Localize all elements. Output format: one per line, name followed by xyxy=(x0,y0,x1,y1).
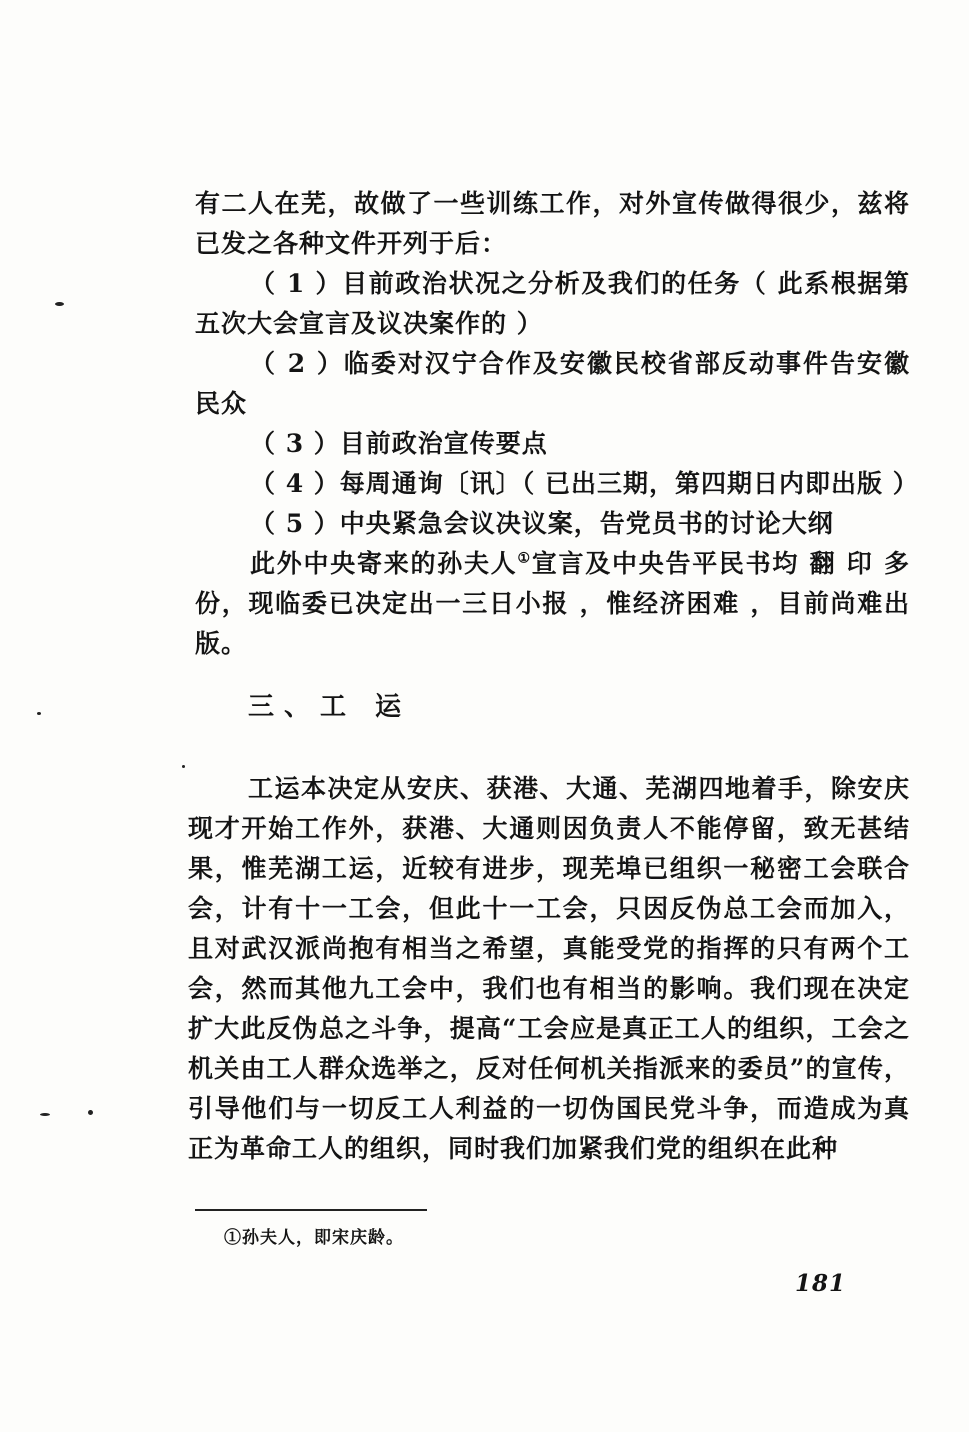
list-item-5: （ 5 ）中央紧急会议决议案，告党员书的讨论大纲 xyxy=(250,509,834,538)
list-item-3: （ 3 ）目前政治宣传要点 xyxy=(250,429,548,458)
list-item-1: （ 1 ）目前政治状况之分析及我们的任务（ 此系根据第五次大会宣言及议决案作的 ） xyxy=(195,269,910,338)
list-item-4: （ 4 ）每周通询〔讯〕（ 已出三期，第四期日内即出版 ） xyxy=(250,469,919,498)
page-number: 181 xyxy=(795,1270,847,1297)
paragraph-1: 有二人在芜，故做了一些训练工作，对外宣传做得很少，兹将已发之各种文件开列于后： xyxy=(195,189,910,258)
scan-speck xyxy=(55,302,64,306)
scan-speck xyxy=(182,765,185,768)
paragraph-3: 工运本决定从安庆、获港、大通、芜湖四地着手，除安庆现才开始工作外，获港、大通则因负责人不能停留，致无甚结果，惟芜湖工运，近较有进步，现芜埠已组织一秘密工会联合会，计有十一工会，但此十一工会，只因反伪总工会而加入，且对武汉派尚抱有相当之希望，真能受党的指挥的只有两个工会，然而其他九工会中，我们也有相当的影响。我们现在决定扩大此反伪总之斗争，提高“工会应是真正工人的组织，工会之机关由工人群众选举之，反对任何机关指派来的委员”的宣传，引导他们与一切反工人利益的一切伪国民党斗争，而造成为真正为革命工人的组织，同时我们加紧我们党的组织在此种 xyxy=(188,774,910,1163)
paragraph-2-before: 此外中央寄来的孙夫人 xyxy=(250,549,518,578)
footnote-reference: ① xyxy=(517,550,532,567)
footnote-text: ①孙夫人，即宋庆龄。 xyxy=(224,1228,404,1248)
list-item-2: （ 2 ）临委对汉宁合作及安徽民校省部反动事件告安徽民众 xyxy=(195,349,910,418)
paragraph-2 xyxy=(195,544,910,664)
scan-speck xyxy=(40,1113,50,1116)
scan-speck xyxy=(88,1110,93,1115)
paragraph-2-after: 宣言及中央告平民书均 翻 印 多份，现临委已决定出一三日小报 ，惟经济困难 ，目前尚难出版。 xyxy=(195,549,910,658)
footnote-divider xyxy=(195,1209,427,1211)
section-heading: 三、工 运 xyxy=(248,692,412,722)
body-text-top xyxy=(195,184,919,664)
scan-speck xyxy=(37,712,41,715)
